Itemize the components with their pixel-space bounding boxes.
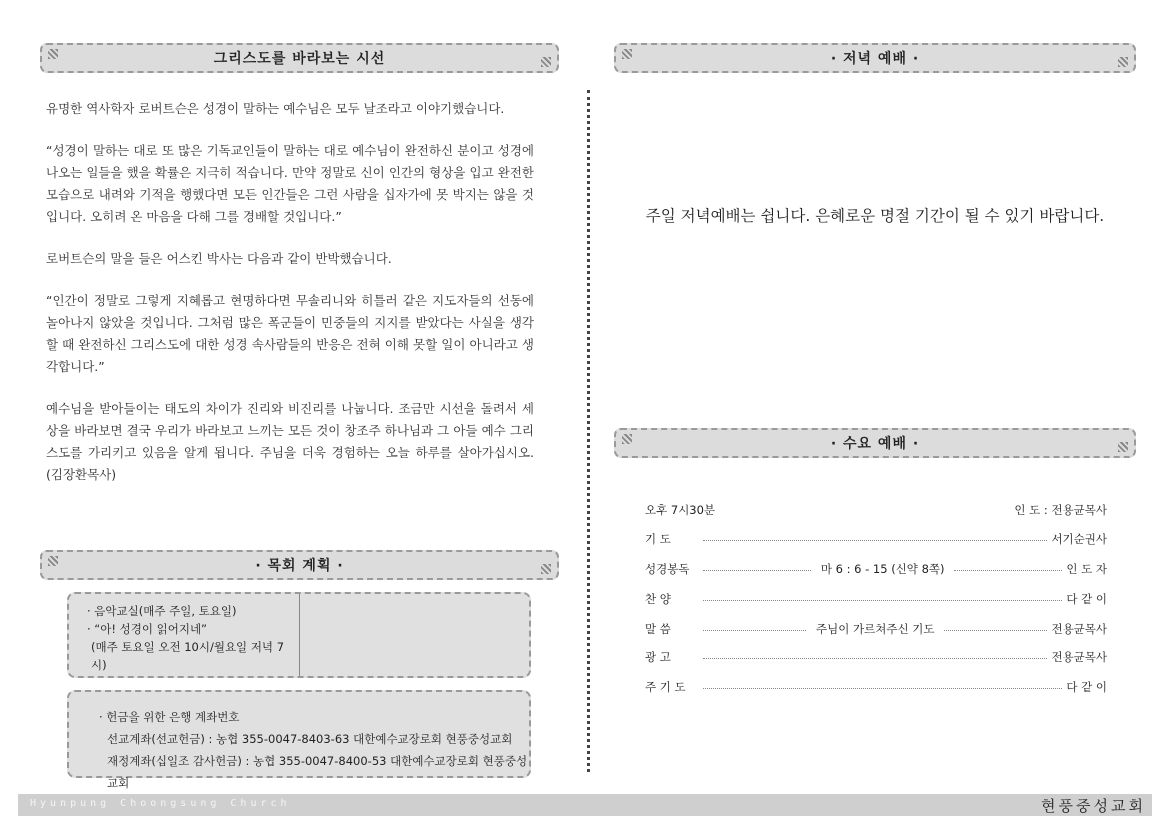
- service-time: 오후 7시30분: [645, 503, 716, 517]
- section-header-sermon: [40, 43, 559, 73]
- paragraph: “인간이 정말로 그렇게 지혜롭고 현명하다면 무솔리니와 히틀러 같은 지도자들의 선동에 놀아나지 않았을 것입니다. 그처럼 많은 폭군들이 민중들의 지지를 받았다는 사실을 생각할 때 완전하신 그리스도에 대한 성경 속사람들의 반응은 전혀 이해 못할 일이 아니라고 생각합니다.”: [46, 293, 534, 374]
- corner-ornament-icon: [622, 49, 632, 59]
- order-row: [645, 561, 1107, 577]
- column-divider: [587, 90, 590, 772]
- order-row: [645, 621, 1107, 637]
- order-label: 찬 양: [645, 592, 671, 606]
- order-value: 전용균목사: [1051, 622, 1108, 636]
- order-value: 다 같 이: [1066, 592, 1107, 606]
- plan-box-bank: [67, 690, 531, 790]
- order-value: 인 도 자: [1066, 562, 1107, 576]
- paragraph: “성경이 말하는 대로 또 많은 기독교인들이 말하는 대로 예수님이 완전하신 분이고 성경에 나오는 일들을 했을 확률은 지극히 적습니다. 만약 정말로 신이 인간의 형상을 입고 완전한 모습으로 내려와 기적을 행했다면 모든 인간들은 그런 사람을 십자가에 못 박지는 않을 것입니다. 오히려 온 마음을 다해 그를 경배할 것입니다.”: [46, 143, 534, 224]
- evening-notice: 주일 저녁예배는 쉽니다. 은혜로운 명절 기간이 될 수 있기 바랍니다.: [645, 207, 1105, 225]
- list-item: · 음악교실(매주 주일, 토요일): [87, 604, 237, 618]
- paragraph: 예수님을 받아들이는 태도의 차이가 진리와 비진리를 나눕니다. 조금만 시선을 돌려서 세상을 바라보면 결국 우리가 바라보고 느끼는 모든 것이 창조주 하나님과 그 아들 예수 그리스도를 가리키고 있음을 알게 됩니다. 주님을 더욱 경험하는 오늘 하루를 살아가십시오. (김장환목사): [46, 401, 534, 482]
- bank-heading: · 헌금을 위한 은행 계좌번호: [99, 710, 240, 724]
- corner-ornament-icon: [1118, 442, 1128, 452]
- section-title: 그리스도를 바라보는 시선: [213, 51, 386, 67]
- wednesday-order: [645, 502, 1107, 702]
- order-detail: 주님이 가르쳐주신 기도: [816, 622, 935, 636]
- order-label: 주 기 도: [645, 680, 686, 694]
- bank-account-mission: 선교계좌(선교헌금) : 농협 355-0047-8403-63 대한예수교장로회 현풍중성교회: [107, 732, 513, 746]
- bank-account-finance: 재정계좌(십일조 감사헌금) : 농협 355-0047-8400-53 대한예수교장로회 현풍중성교회: [107, 754, 528, 790]
- order-value: 전용균목사: [1051, 650, 1107, 664]
- section-header-plan: [40, 550, 559, 580]
- sermon-text: [46, 98, 534, 506]
- divider: [299, 594, 300, 676]
- corner-ornament-icon: [48, 556, 58, 566]
- corner-ornament-icon: [1118, 57, 1128, 67]
- paragraph: 로버트슨의 말을 들은 어스킨 박사는 다음과 같이 반박했습니다.: [46, 251, 392, 266]
- list-item: (매주 토요일 오전 10시/월요일 저녁 7시): [91, 640, 285, 672]
- dot-leader: [703, 600, 1062, 601]
- dot-leader: [703, 630, 806, 631]
- service-header: [645, 502, 1107, 518]
- section-title: · 수요 예배 ·: [830, 436, 920, 452]
- paragraph: 유명한 역사학자 로버트슨은 성경이 말하는 예수님은 모두 날조라고 이야기했습니다.: [46, 101, 505, 116]
- corner-ornament-icon: [48, 49, 58, 59]
- order-row: [645, 531, 1107, 547]
- section-title: · 저녁 예배 ·: [830, 51, 920, 67]
- order-label: 기 도: [645, 532, 671, 546]
- order-value: 서기순권사: [1051, 532, 1107, 546]
- plan-box-programs: [67, 592, 531, 678]
- program-list: [87, 602, 297, 674]
- corner-ornament-icon: [541, 57, 551, 67]
- list-item: · “아! 성경이 읽어지네”: [87, 622, 208, 636]
- dot-leader: [703, 570, 811, 571]
- order-row: [645, 679, 1107, 695]
- dot-leader: [703, 540, 1047, 541]
- church-name-english: Hyunpung Choongsung Church: [30, 798, 291, 809]
- order-row: [645, 591, 1107, 607]
- order-value: 다 같 이: [1066, 680, 1107, 694]
- corner-ornament-icon: [541, 564, 551, 574]
- order-label: 성경봉독: [645, 562, 690, 576]
- section-header-wednesday: [614, 428, 1136, 458]
- footer-bar: [18, 794, 1152, 816]
- dot-leader: [944, 630, 1047, 631]
- section-header-evening: [614, 43, 1136, 73]
- church-name-korean: 현풍중성교회: [1041, 797, 1146, 815]
- dot-leader: [703, 688, 1062, 689]
- section-title: · 목회 계획 ·: [255, 558, 344, 574]
- corner-ornament-icon: [622, 434, 632, 444]
- order-detail: 마 6 : 6 - 15 (신약 8쪽): [820, 562, 945, 576]
- service-leader: 인 도 : 전용균목사: [1014, 503, 1107, 517]
- dot-leader: [954, 570, 1062, 571]
- dot-leader: [703, 658, 1047, 659]
- order-row: [645, 649, 1107, 665]
- order-label: 광 고: [645, 650, 671, 664]
- order-label: 말 씀: [645, 622, 671, 636]
